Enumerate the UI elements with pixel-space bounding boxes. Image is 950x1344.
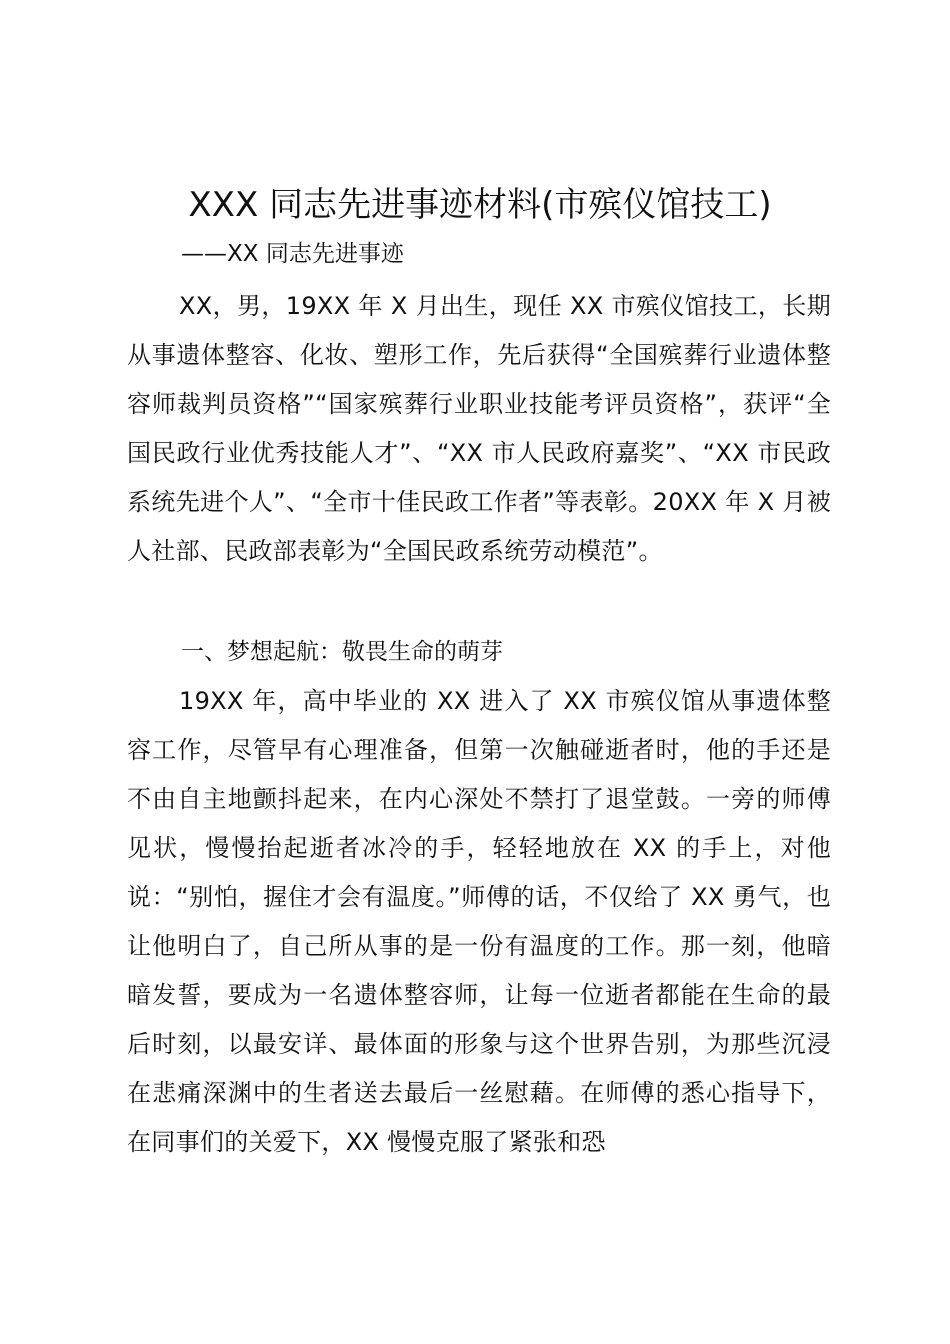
section-paragraph: 19XX 年，高中毕业的 XX 进入了 XX 市殡仪馆从事遗体整容工作，尽管早有心理准备，但第一次触碰逝者时，他的手还是不由自主地颤抖起来，在内心深处不禁打了退堂鼓。一旁的师傅见状，慢慢抬起逝者冰冷的手，轻轻地放在 XX 的手上，对他说：“别怕，握住才会有温度。”师傅的话，不仅给了 XX 勇气，也让他明白了，自己所从事的是一份有温度的工作。那一刻，他暗暗发誓，要成为一名遗体整容师，让每一位逝者都能在生命的最后时刻，以最安详、最体面的形象与这个世界告别，为那些沉浸在悲痛深渊中的生者送去最后一丝慰藉。在师傅的悉心指导下，在同事们的关爱下，XX 慢慢克服了紧张和恐: [127, 687, 831, 1156]
intro-paragraph: XX，男，19XX 年 X 月出生，现任 XX 市殡仪馆技工，长期从事遗体整容、化妆、塑形工作，先后获得“全国殡葬行业遗体整容师裁判员资格”“国家殡葬行业职业技能考评员资格”，获评“全国民政行业优秀技能人才”、“XX 市人民政府嘉奖”、“XX 市民政系统先进个人”、“全市十佳民政工作者”等表彰。20XX 年 X 月被人社部、民政部表彰为“全国民政系统劳动模范”。: [127, 292, 831, 565]
document-subtitle: ——XX 同志先进事迹: [181, 241, 404, 267]
section-heading: 一、梦想起航：敬畏生命的萌芽: [181, 639, 503, 665]
document-title: XXX 同志先进事迹材料(市殡仪馆技工): [188, 185, 772, 225]
